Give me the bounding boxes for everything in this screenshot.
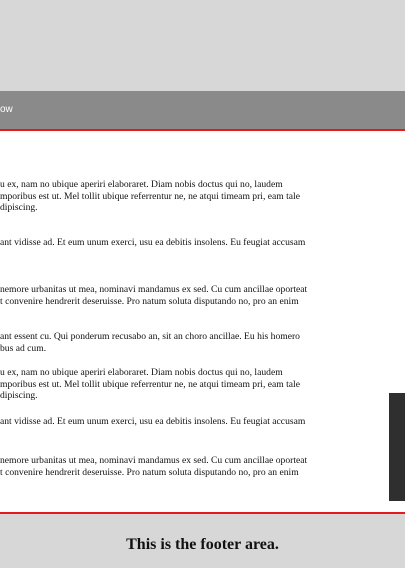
content-paragraph: ant vidisse ad. Et eum unum exerci, usu ea debitis insolens. Eu feugiat accusam — [0, 237, 306, 248]
nav-bar — [0, 91, 405, 131]
header-area — [0, 0, 405, 91]
scrollbar-thumb[interactable] — [389, 393, 405, 501]
content-paragraph: ant essent cu. Qui ponderum recusabo an, sit an choro ancillae. Eu his homero bus ad cum. — [0, 331, 300, 354]
footer-text: This is the footer area. — [126, 536, 279, 553]
footer-area — [0, 512, 405, 568]
content-paragraph: nemore urbanitas ut mea, nominavi mandamus ex sed. Cu cum ancillae oporteat t convenire hendrerit deseruisse. Pro natum soluta disputando no, pro an enim — [0, 455, 308, 478]
content-paragraph: u ex, nam no ubique aperiri elaboraret. Diam nobis doctus qui no, laudem mporibus est ut. Mel tollit ubique referrentur ne, ne atqui timeam pri, eam tale dipiscing. — [0, 367, 300, 401]
content-paragraph: nemore urbanitas ut mea, nominavi mandamus ex sed. Cu cum ancillae oporteat t convenire hendrerit deseruisse. Pro natum soluta disputando no, pro an enim — [0, 284, 308, 307]
content-paragraph: u ex, nam no ubique aperiri elaboraret. Diam nobis doctus qui no, laudem mporibus est ut. Mel tollit ubique referrentur ne, ne atqui timeam pri, eam tale dipiscing. — [0, 179, 300, 213]
content-area — [0, 131, 405, 512]
nav-item-label[interactable]: ow — [0, 104, 13, 115]
content-paragraph: ant vidisse ad. Et eum unum exerci, usu ea debitis insolens. Eu feugiat accusam — [0, 416, 306, 427]
